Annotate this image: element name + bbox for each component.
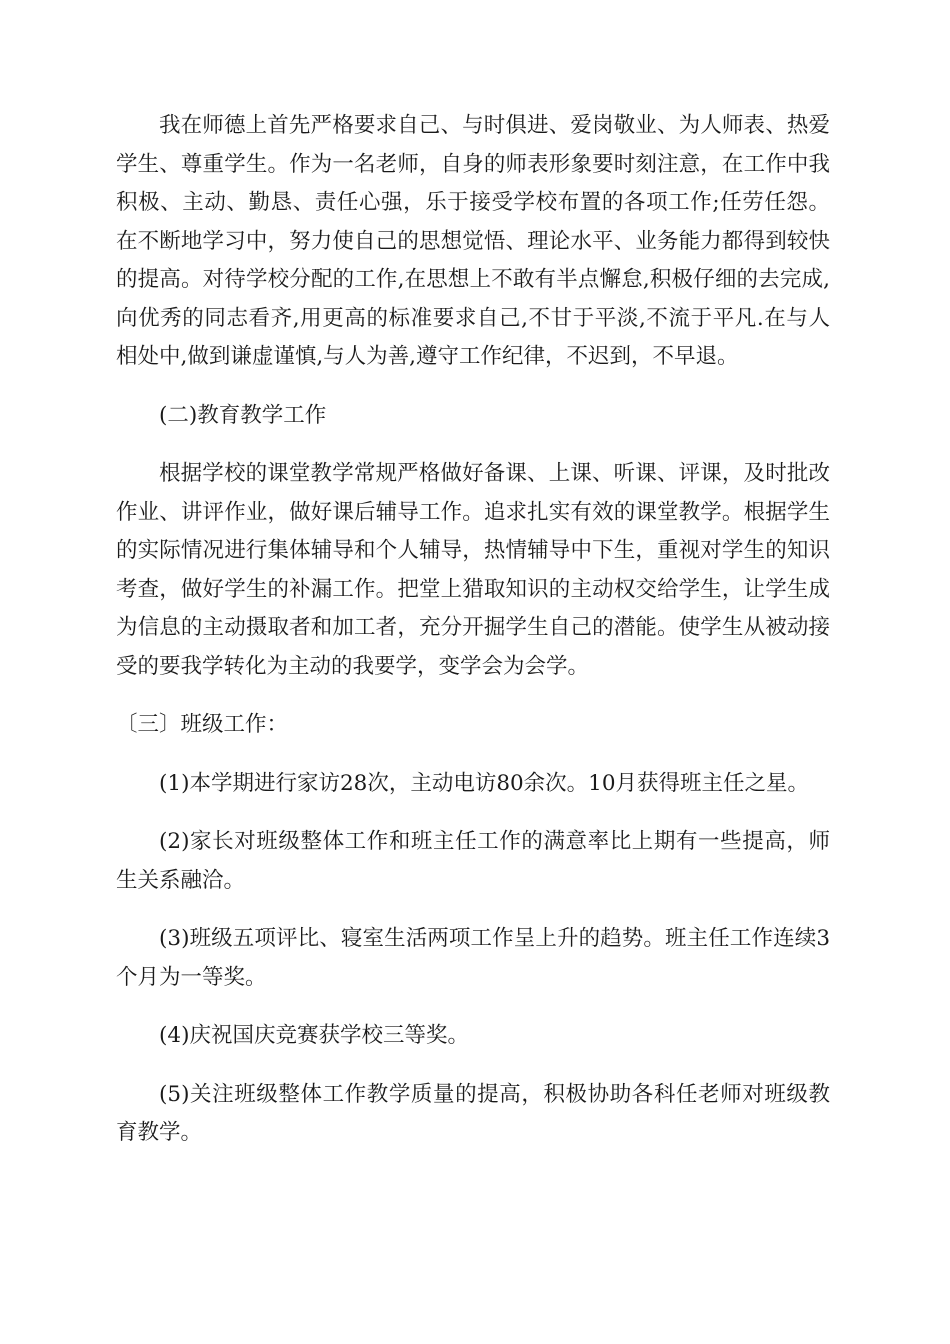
list-item-1: (1)本学期进行家访28次，主动电访80余次。10月获得班主任之星。 — [159, 770, 810, 796]
list-item-4: (4)庆祝国庆竞赛获学校三等奖。 — [159, 1023, 469, 1048]
document-body — [116, 107, 830, 1153]
paragraph-teacher-ethics: 我在师德上首先严格要求自己、与时俱进、爱岗敬业、为人师表、热爱学生、尊重学生。作为一名老师，自身的师表形象要时刻注意，在工作中我积极、主动、勤恳、责任心强，乐于接受学校布置的各项工作;任劳任怨。在不断地学习中，努力使自己的思想觉悟、理论水平、业务能力都得到较快的提高。对待学校分配的工作,在思想上不敢有半点懈怠,积极仔细的去完成,向优秀的同志看齐,用更高的标准要求自己,不甘于平淡,不流于平凡.在与人相处中,做到谦虚谨慎,与人为善,遵守工作纪律，不迟到，不早退。 — [116, 113, 830, 369]
list-item-5: (5)关注班级整体工作教学质量的提高，积极协助各科任老师对班级教育教学。 — [116, 1081, 830, 1145]
section-heading-class-work: 〔三〕班级工作： — [116, 712, 289, 737]
list-item-2: (2)家长对班级整体工作和班主任工作的满意率比上期有一些提高，师生关系融洽。 — [116, 829, 830, 893]
paragraph-teaching-work: 根据学校的课堂教学常规严格做好备课、上课、听课、评课，及时批改作业、讲评作业，做好课后辅导工作。追求扎实有效的课堂教学。根据学生的实际情况进行集体辅导和个人辅导，热情辅导中下生，重视对学生的知识考查，做好学生的补漏工作。把堂上猎取知识的主动权交给学生，让学生成为信息的主动摄取者和加工者，充分开掘学生自己的潜能。使学生从被动接受的要我学转化为主动的我要学，变学会为会学。 — [116, 461, 830, 679]
list-item-3: (3)班级五项评比、寝室生活两项工作呈上升的趋势。班主任工作连续3个月为一等奖。 — [116, 926, 830, 990]
section-heading-teaching: (二)教育教学工作 — [159, 402, 327, 428]
